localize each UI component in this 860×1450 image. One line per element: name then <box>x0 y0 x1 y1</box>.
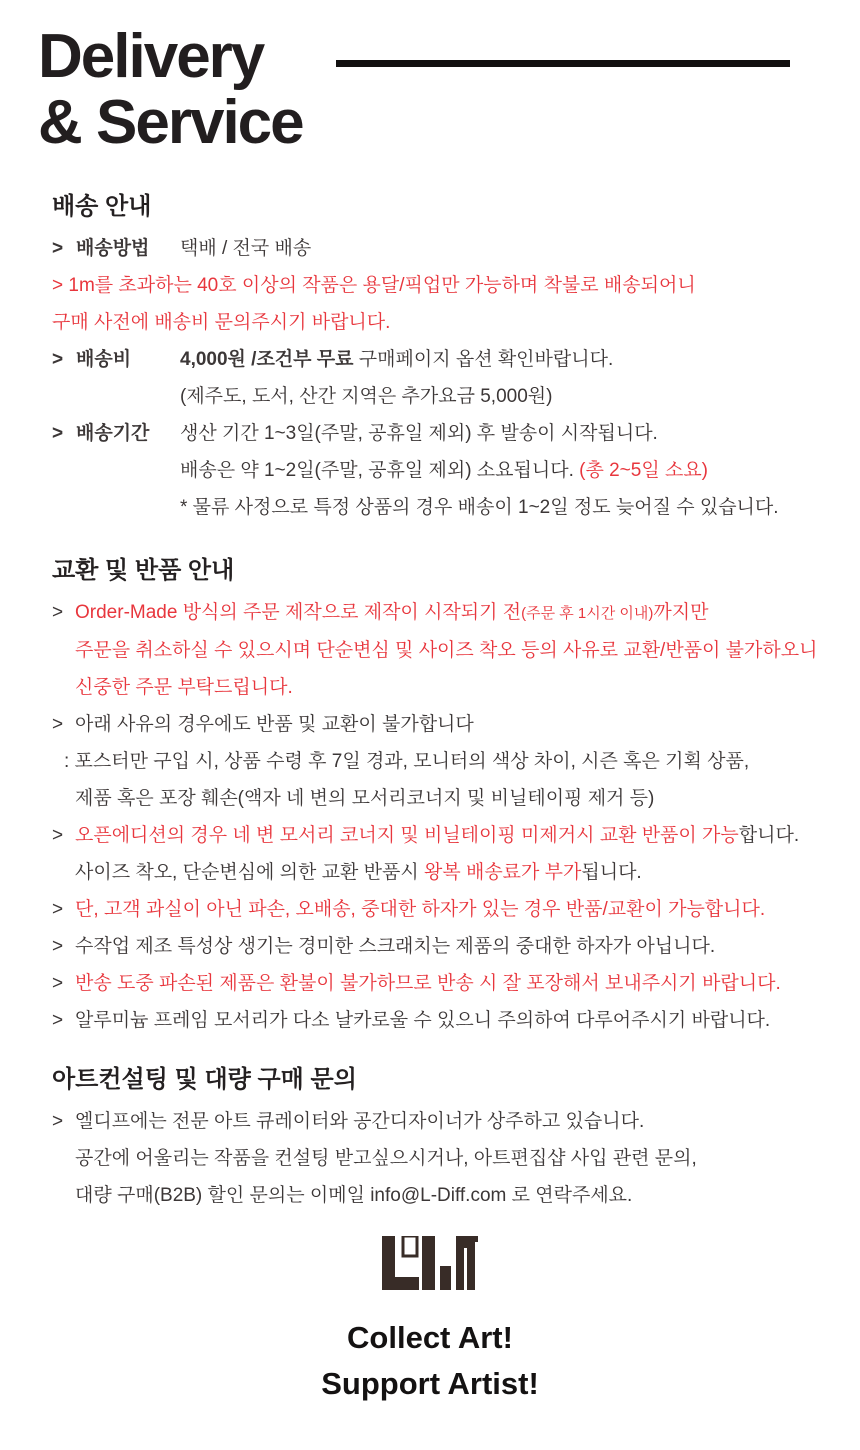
bullet-chevron: > <box>52 899 64 920</box>
exchange-bullet-aluminum-frame <box>52 1002 820 1039</box>
open-edition-line2 <box>75 854 820 891</box>
open-edition-line2-black2: 됩니다. <box>581 862 642 883</box>
consulting-bullet <box>52 1103 820 1214</box>
shipping-period-value <box>180 415 820 526</box>
bullet-chevron: > <box>52 714 64 735</box>
order-made-line1 <box>75 594 820 632</box>
order-made-line1-small: (주문 후 1시간 이내) <box>521 605 654 622</box>
exchange-bullet-no-return-cases <box>52 706 820 817</box>
consulting-line2: 공간에 어울리는 작품을 컨설팅 받고싶으시거나, 아트편집샵 사입 관련 문의, <box>75 1148 697 1169</box>
open-edition-line1-black: 합니다. <box>738 825 800 846</box>
no-return-line1: 아래 사유의 경우에도 반품 및 교환이 불가합니다 <box>75 714 474 735</box>
exchange-bullet-no-return-body <box>64 706 820 817</box>
exchange-bullet-order-made-body <box>75 594 820 706</box>
shipping-period-line3: * 물류 사정으로 특정 상품의 경우 배송이 1~2일 정도 늦어질 수 있습니다. <box>180 497 779 518</box>
page-title-line2: & Service <box>38 88 303 157</box>
handmade-scratch-text: 수작업 제조 특성상 생기는 경미한 스크래치는 제품의 중대한 하자가 아닙니다. <box>75 936 716 957</box>
page-content <box>0 192 860 1214</box>
shipping-fee-label: 배송비 <box>76 349 132 370</box>
shipping-period-line2 <box>180 452 820 489</box>
consulting-line3: 대량 구매(B2B) 할인 문의는 이메일 info@L-Diff.com 로 연락주세요. <box>75 1185 633 1206</box>
order-made-line1-main: Order-Made 방식의 주문 제작으로 제작이 시작되기 전 <box>75 602 522 623</box>
title-divider-rule <box>336 60 790 67</box>
exchange-bullet-order-made <box>52 594 820 706</box>
bullet-chevron: > <box>52 423 64 444</box>
no-return-line3: 제품 혹은 포장 훼손(액자 네 변의 모서리코너지 및 비닐테이핑 제거 등) <box>75 788 655 809</box>
bullet-chevron: > <box>52 602 64 623</box>
exchange-bullet-open-edition <box>52 817 820 891</box>
page-header <box>0 24 860 158</box>
section-exchange-return <box>52 556 820 1039</box>
shipping-fee-value <box>180 341 820 415</box>
order-made-line3: 신중한 주문 부탁드립니다. <box>75 677 293 698</box>
section-consulting <box>52 1065 820 1214</box>
shipping-period-line2-red: (총 2~5일 소요) <box>579 460 708 481</box>
shipping-period-line2-black: 배송은 약 1~2일(주말, 공휴일 제외) 소요됩니다. <box>180 460 580 481</box>
bullet-chevron: > <box>52 936 64 957</box>
shipping-method-label: 배송방법 <box>76 238 150 259</box>
slogan-line1: Collect Art! <box>347 1320 513 1355</box>
bullet-chevron: > <box>52 349 64 370</box>
shipping-fee-note: (제주도, 도서, 산간 지역은 추가요금 5,000원) <box>180 386 553 407</box>
open-edition-line2-red: 왕복 배송료가 부가 <box>423 862 582 883</box>
footer-slogan <box>0 1315 860 1407</box>
shipping-period-line1: 생산 기간 1~3일(주말, 공휴일 제외) 후 발송이 시작됩니다. <box>180 423 658 444</box>
exchange-bullet-handmade-scratch <box>52 928 820 965</box>
exchange-heading: 교환 및 반품 안내 <box>52 557 235 584</box>
open-edition-line2-black1: 사이즈 착오, 단순변심에 의한 교환 반품시 <box>75 862 424 883</box>
bullet-chevron: > <box>52 973 64 994</box>
open-edition-line1-red: 오픈에디션의 경우 네 변 모서리 코너지 및 비닐테이핑 미제거시 교환 반품이 가능 <box>75 825 739 846</box>
consulting-line1: 엘디프에는 전문 아트 큐레이터와 공간디자이너가 상주하고 있습니다. <box>75 1111 645 1132</box>
order-made-line2: 주문을 취소하실 수 있으시며 단순변심 및 사이즈 착오 등의 사유로 교환/반품이 불가하오니 <box>75 640 818 661</box>
exchange-bullet-open-edition-body <box>75 817 820 891</box>
shipping-fee-value-rest: 구매페이지 옵션 확인바랍니다. <box>353 349 614 370</box>
bullet-chevron: > <box>52 1111 64 1132</box>
shipping-method-value: 택배 / 전국 배송 <box>180 238 312 259</box>
exchange-bullet-return-damage <box>52 965 820 1002</box>
shipping-heading: 배송 안내 <box>52 193 152 220</box>
bullet-chevron: > <box>52 238 64 259</box>
shipping-period-label: 배송기간 <box>76 423 150 444</box>
shipping-fee-row <box>52 341 820 415</box>
oversize-note-line2: 구매 사전에 배송비 문의주시기 바랍니다. <box>52 312 391 333</box>
shipping-fee-amount: 4,000원 /조건부 무료 <box>180 349 354 370</box>
order-made-line1-tail: 까지만 <box>653 602 709 623</box>
page-title-line1: Delivery <box>38 22 264 91</box>
shipping-method-row <box>52 230 820 267</box>
no-return-line2: : 포스터만 구입 시, 상품 수령 후 7일 경과, 모니터의 색상 차이, 시즌 혹은 기획 상품, <box>64 751 750 772</box>
consulting-bullet-body <box>75 1103 820 1214</box>
shipping-period-row <box>52 415 820 526</box>
section-shipping <box>52 192 820 526</box>
aluminum-frame-text: 알루미늄 프레임 모서리가 다소 날카로울 수 있으니 주의하여 다루어주시기 바랍니다. <box>75 1010 771 1031</box>
oversize-note-line1: > 1m를 초과하는 40호 이상의 작품은 용달/픽업만 가능하며 착불로 배송되어니 <box>52 275 696 296</box>
open-edition-line1 <box>75 817 820 854</box>
consulting-heading: 아트컨설팅 및 대량 구매 문의 <box>52 1066 357 1093</box>
footer <box>0 1236 860 1295</box>
page-title <box>38 24 860 156</box>
l-diff-logo-icon <box>382 1277 478 1294</box>
bullet-chevron: > <box>52 825 64 846</box>
customer-fault-text: 단, 고객 과실이 아닌 파손, 오배송, 중대한 하자가 있는 경우 반품/교환이 가능합니다. <box>75 899 766 920</box>
exchange-bullet-customer-fault <box>52 891 820 928</box>
return-damage-text: 반송 도중 파손된 제품은 환불이 불가하므로 반송 시 잘 포장해서 보내주시기 바랍니다. <box>75 973 781 994</box>
slogan-line2: Support Artist! <box>321 1366 539 1401</box>
bullet-chevron: > <box>52 1010 64 1031</box>
